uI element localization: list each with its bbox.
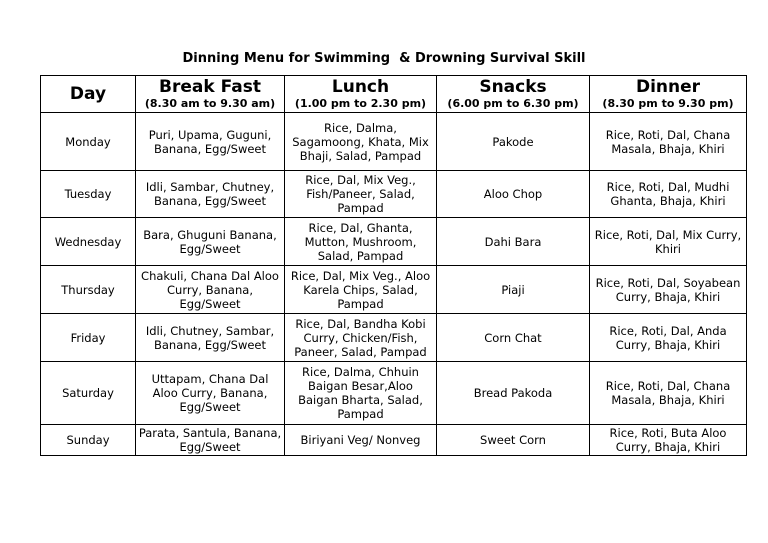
snacks-header: [437, 76, 590, 113]
table-row: [41, 362, 747, 425]
dinner-cell: Rice, Roti, Dal, Chana Masala, Bhaja, Khiri: [590, 113, 747, 171]
snacks-cell: Corn Chat: [437, 314, 590, 362]
table-row: [41, 218, 747, 266]
lunch-cell: Rice, Dalma, Chhuin Baigan Besar,Aloo Baigan Bharta, Salad, Pampad: [285, 362, 437, 425]
table-row: [41, 171, 747, 218]
snacks-header-title: Snacks: [479, 76, 547, 97]
lunch-cell: Rice, Dal, Mix Veg., Fish/Paneer, Salad, Pampad: [285, 171, 437, 218]
day-cell: Friday: [41, 314, 136, 362]
snacks-header-time: (6.00 pm to 6.30 pm): [447, 96, 579, 110]
dinner-cell: Rice, Roti, Dal, Chana Masala, Bhaja, Khiri: [590, 362, 747, 425]
menu-table: [40, 75, 747, 456]
snacks-cell: Bread Pakoda: [437, 362, 590, 425]
breakfast-cell: Parata, Santula, Banana, Egg/Sweet: [136, 425, 285, 456]
document-title: Dinning Menu for Swimming & Drowning Survival Skill: [182, 51, 586, 66]
lunch-cell: Biriyani Veg/ Nonveg: [285, 425, 437, 456]
dinner-header: [590, 76, 747, 113]
day-cell: Tuesday: [41, 171, 136, 218]
table-row: [41, 113, 747, 171]
header-row: [41, 76, 747, 113]
lunch-cell: Rice, Dal, Ghanta, Mutton, Mushroom, Salad, Pampad: [285, 218, 437, 266]
table-row: [41, 266, 747, 314]
day-cell: Saturday: [41, 362, 136, 425]
lunch-header-title: Lunch: [331, 76, 390, 97]
dinner-header-title: Dinner: [635, 76, 701, 97]
breakfast-cell: Chakuli, Chana Dal Aloo Curry, Banana, Egg/Sweet: [136, 266, 285, 314]
breakfast-cell: Idli, Chutney, Sambar, Banana, Egg/Sweet: [136, 314, 285, 362]
breakfast-cell: Uttapam, Chana Dal Aloo Curry, Banana, Egg/Sweet: [136, 362, 285, 425]
day-header: [41, 76, 136, 113]
dinner-cell: Rice, Roti, Dal, Anda Curry, Bhaja, Khiri: [590, 314, 747, 362]
day-cell: Wednesday: [41, 218, 136, 266]
day-header-label: Day: [69, 83, 107, 104]
snacks-cell: Piaji: [437, 266, 590, 314]
lunch-cell: Rice, Dal, Bandha Kobi Curry, Chicken/Fish, Paneer, Salad, Pampad: [285, 314, 437, 362]
day-cell: Monday: [41, 113, 136, 171]
table-row: [41, 314, 747, 362]
breakfast-header-time: (8.30 am to 9.30 am): [144, 96, 276, 110]
dinner-cell: Rice, Roti, Dal, Soyabean Curry, Bhaja, Khiri: [590, 266, 747, 314]
dinner-header-time: (8.30 pm to 9.30 pm): [602, 96, 734, 110]
table-row: [41, 425, 747, 456]
snacks-cell: Dahi Bara: [437, 218, 590, 266]
lunch-cell: Rice, Dalma, Sagamoong, Khata, Mix Bhaji, Salad, Pampad: [285, 113, 437, 171]
breakfast-cell: Idli, Sambar, Chutney, Banana, Egg/Sweet: [136, 171, 285, 218]
snacks-cell: Aloo Chop: [437, 171, 590, 218]
snacks-cell: Sweet Corn: [437, 425, 590, 456]
breakfast-header: [136, 76, 285, 113]
dinner-cell: Rice, Roti, Dal, Mudhi Ghanta, Bhaja, Khiri: [590, 171, 747, 218]
day-cell: Sunday: [41, 425, 136, 456]
lunch-header-time: (1.00 pm to 2.30 pm): [294, 96, 427, 110]
lunch-cell: Rice, Dal, Mix Veg., Aloo Karela Chips, Salad, Pampad: [285, 266, 437, 314]
dinner-cell: Rice, Roti, Dal, Mix Curry, Khiri: [590, 218, 747, 266]
breakfast-header-title: Break Fast: [159, 76, 261, 97]
breakfast-cell: Puri, Upama, Guguni, Banana, Egg/Sweet: [136, 113, 285, 171]
dinner-cell: Rice, Roti, Buta Aloo Curry, Bhaja, Khiri: [590, 425, 747, 456]
snacks-cell: Pakode: [437, 113, 590, 171]
breakfast-cell: Bara, Ghuguni Banana, Egg/Sweet: [136, 218, 285, 266]
lunch-header: [285, 76, 437, 113]
day-cell: Thursday: [41, 266, 136, 314]
